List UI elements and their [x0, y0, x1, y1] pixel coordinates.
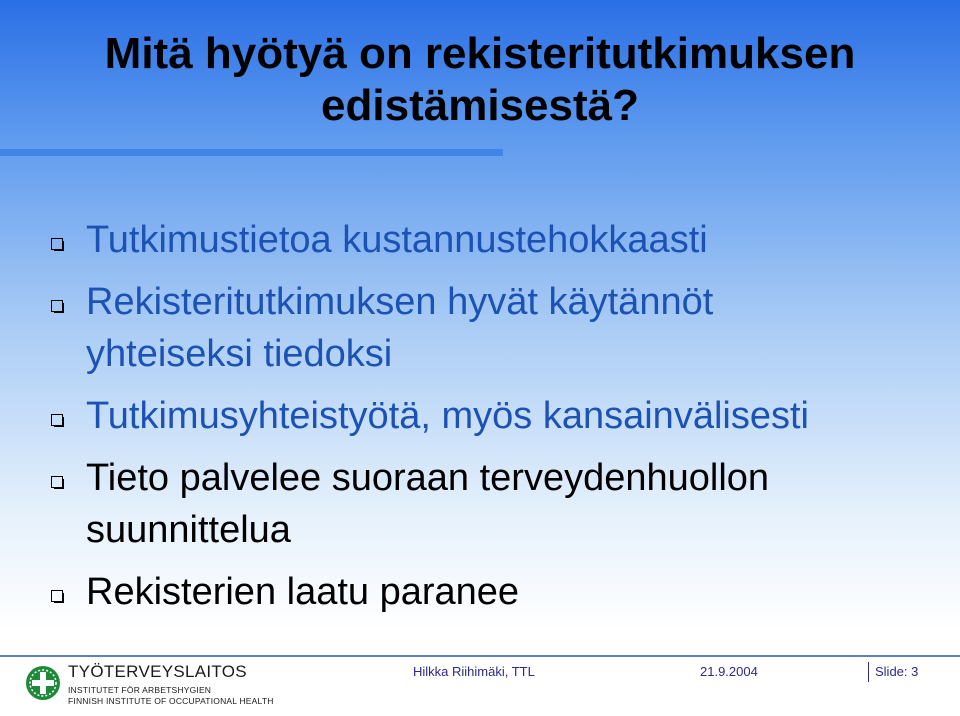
bullet-line: Tutkimustietoa kustannustehokkaasti	[86, 219, 708, 261]
checkbox-bullet-icon	[51, 476, 63, 488]
bullet-line: Rekisteritutkimuksen hyvät käytännöt	[86, 281, 714, 323]
bullet-line: suunnittelua	[86, 509, 291, 551]
footer-divider	[0, 655, 960, 657]
cross-in-circle-logo-icon	[24, 664, 62, 702]
footer-date: 21.9.2004	[700, 664, 758, 679]
slide-number-label: Slide:	[875, 664, 908, 679]
bullet-line: Tieto palvelee suoraan terveydenhuollon	[86, 457, 770, 499]
bullet-text	[86, 390, 946, 442]
organization-name: TYÖTERVEYSLAITOS	[68, 662, 247, 681]
bullet-text	[86, 452, 946, 556]
organization-name-swedish: INSTITUTET FÖR ARBETSHYGIEN	[68, 685, 212, 695]
bullet-text	[86, 214, 946, 266]
bullet-line: yhteiseksi tiedoksi	[86, 333, 393, 375]
bullet-text	[86, 566, 946, 618]
bullet-line: Rekisterien laatu paranee	[86, 571, 520, 613]
slide-title	[0, 28, 960, 132]
slide-title-line-2: edistämisestä?	[321, 81, 639, 130]
slide-number-value: 3	[911, 664, 919, 679]
slide-number	[868, 662, 918, 682]
checkbox-bullet-icon	[51, 300, 63, 312]
slide-title-line-1: Mitä hyötyä on rekisteritutkimuksen	[104, 29, 856, 78]
checkbox-bullet-icon	[51, 238, 63, 250]
checkbox-bullet-icon	[51, 414, 63, 426]
bullet-text	[86, 276, 946, 380]
organization-name-english: FINNISH INSTITUTE OF OCCUPATIONAL HEALTH	[68, 696, 274, 706]
bullet-line: Tutkimusyhteistyötä, myös kansainvälisesti	[86, 395, 809, 437]
footer-author: Hilkka Riihimäki, TTL	[413, 664, 535, 679]
title-underline	[0, 149, 503, 156]
checkbox-bullet-icon	[51, 590, 63, 602]
